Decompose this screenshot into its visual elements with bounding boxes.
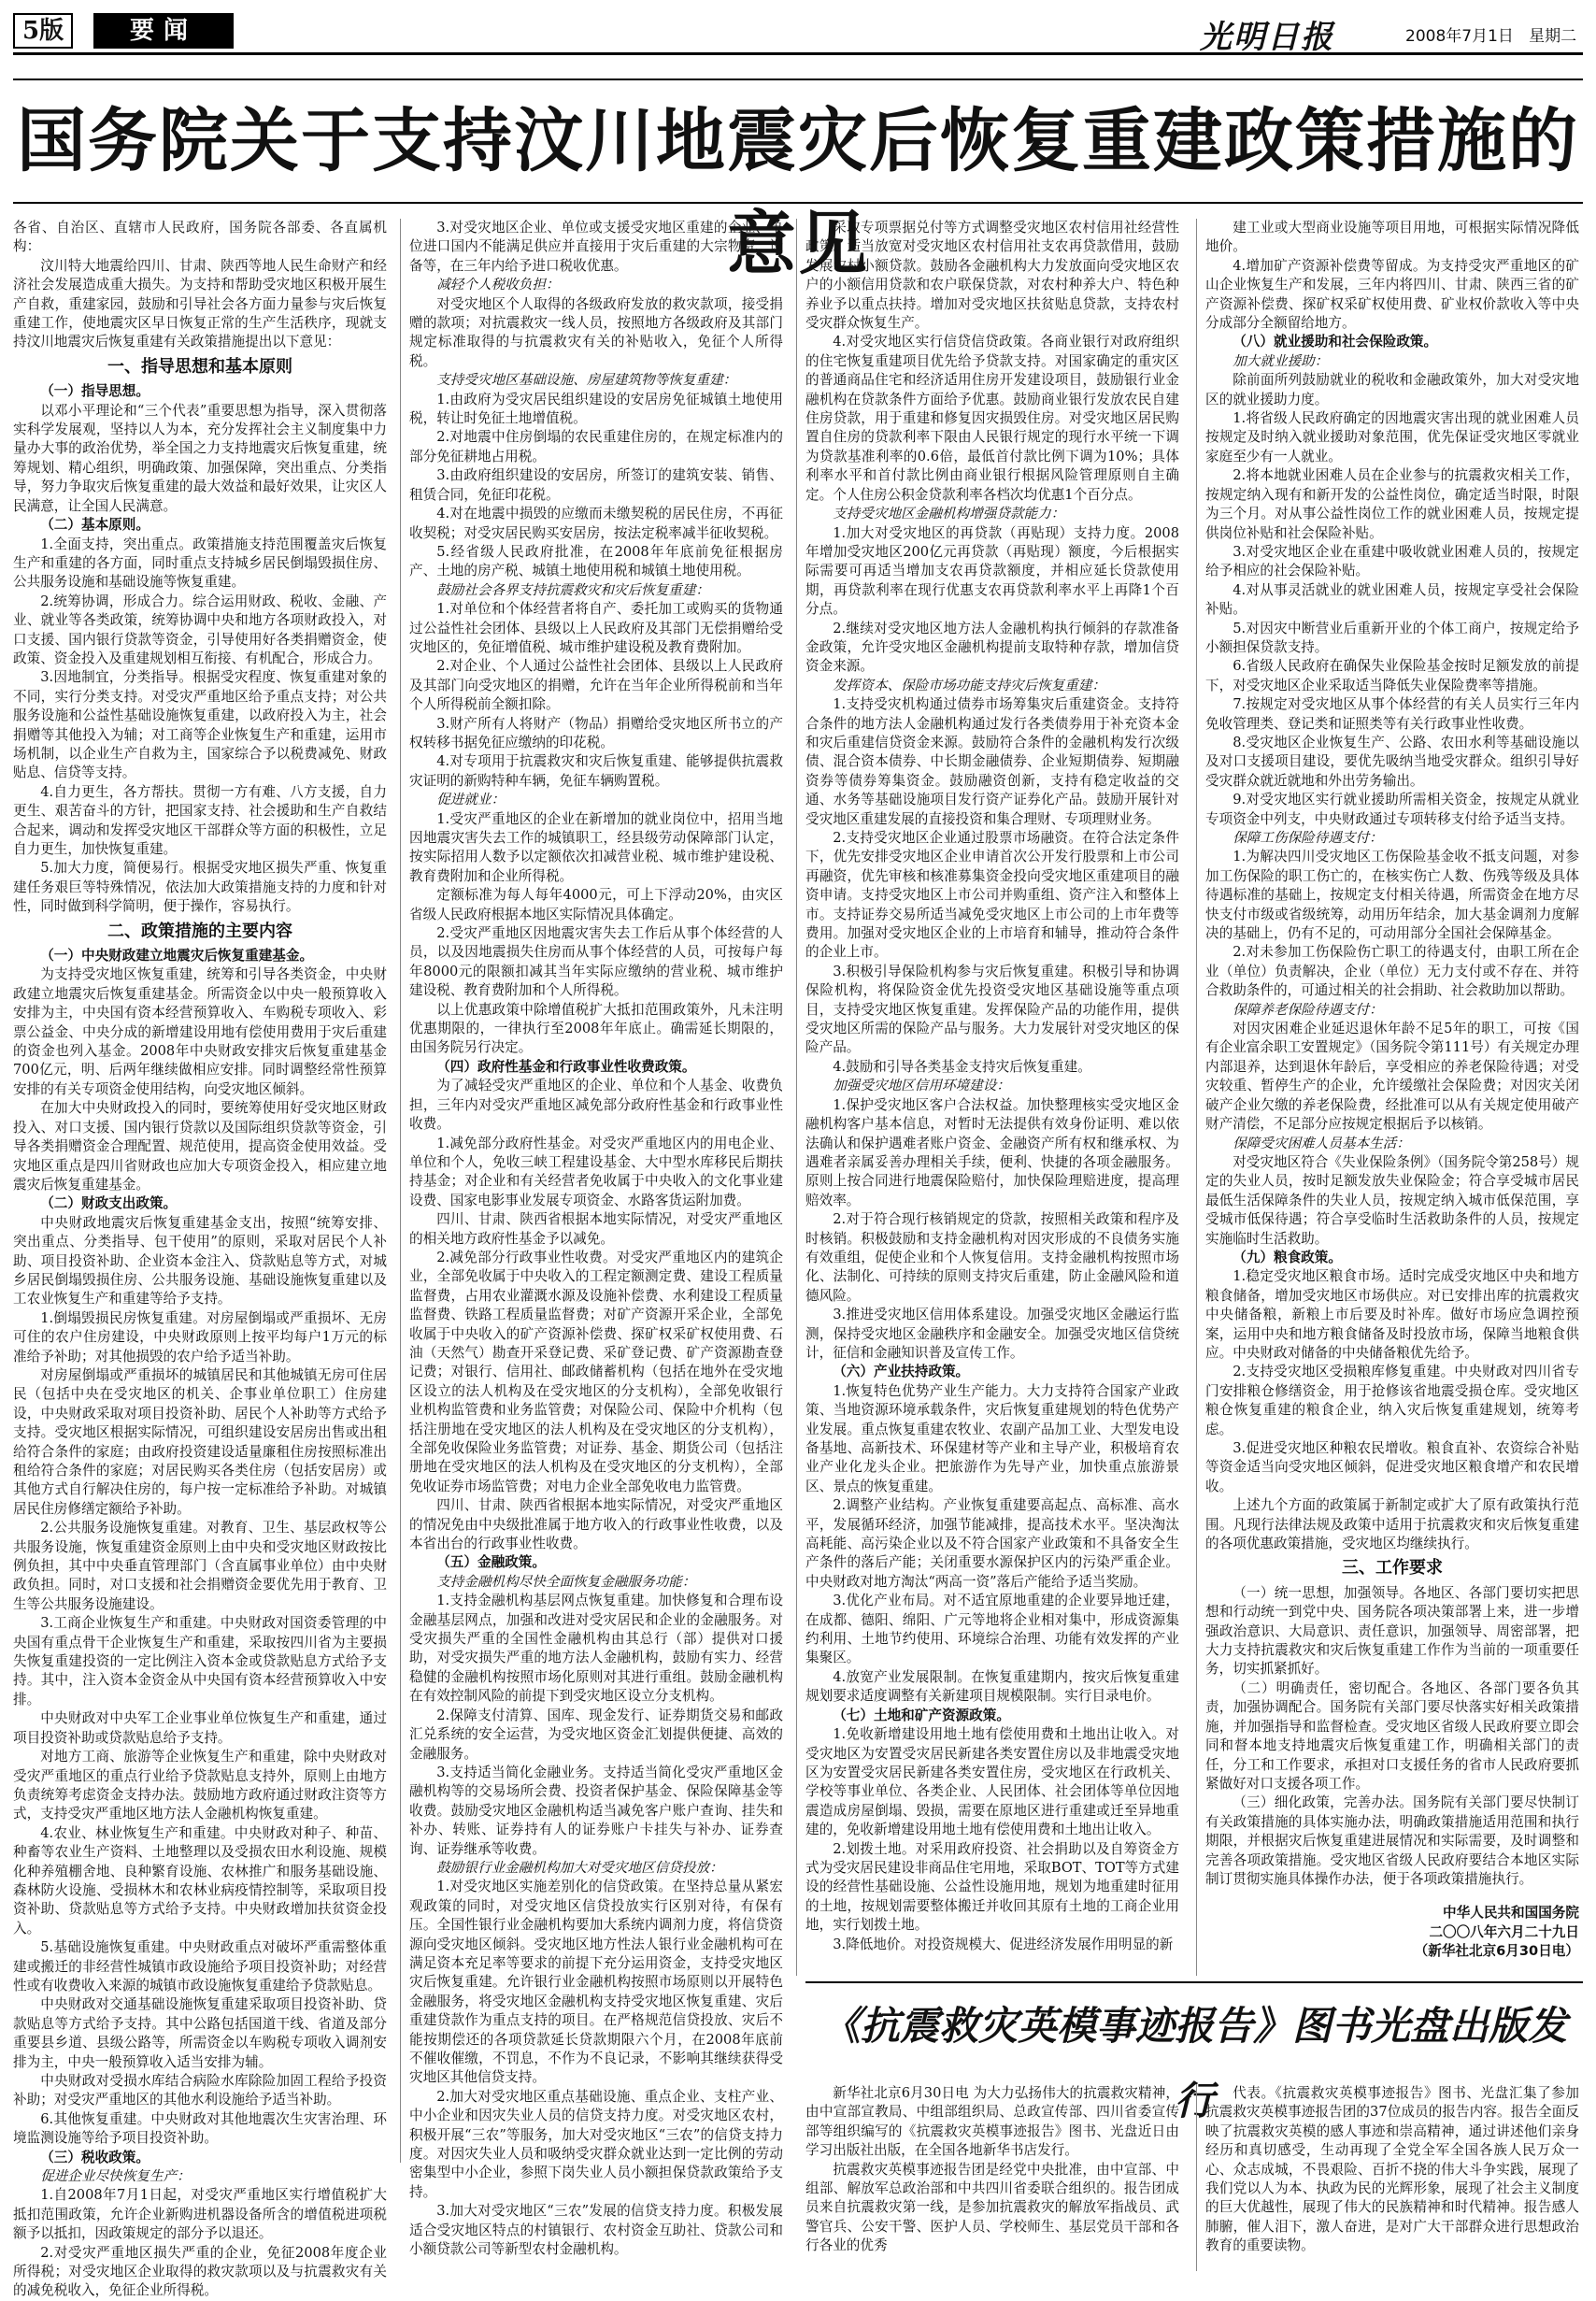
paragraph: 2.调整产业结构。产业恢复重建要高起点、高标准、高水平，发展循环经济，加强节能减排，提高技术水平。坚决淘汰高耗能、高污染企业以及不符合国家产业政策和不具备安全生产条件的落后产能；关闭重要水源保护区内的污染严重企业。中央财政对地方淘汰“两高一资”落后产能给予适当奖励。 [805,1497,1179,1590]
paragraph: 1.恢复特色优势产业生产能力。大力支持符合国家产业政策、当地资源环境承载条件，灾后恢复重建规划的特色优势产业发展。重点恢复重建农牧业、农副产品加工业、大型发电设备基地、高新技术、环保建材等产业和主导产业，积极培育农业产业化龙头企业。把旅游作为先导产业，加快重点旅游景区、景点的恢复重建。 [805,1382,1179,1494]
subsection-heading: （三）税收政策。 [40,2149,150,2165]
paragraph: 发挥资本、保险市场功能支持灾后恢复重建： [833,677,1106,693]
article-column-4 [1205,219,1579,1976]
subsection-heading: （八）就业援助和社会保险政策。 [1233,334,1438,350]
paragraph: 1.减免部分政府性基金。对受灾严重地区内的用电企业、单位和个人，免收三峡工程建设基金、大中型水库移民后期扶持基金；对企业和有关经营者免收属于中央收入的文化事业建设费、国家电影事业发展专项资金、水路客货运附加费。 [409,1135,783,1208]
section-heading: 一、指导思想和基本原则 [107,356,292,377]
paragraph: 1.将省级人民政府确定的因地震灾害出现的就业困难人员按规定及时纳入就业援助对象范围，优先保证受灾地区零就业家庭至少有一人就业。 [1205,410,1579,464]
paragraph: 加强受灾地区信用环境建设： [833,1078,1010,1094]
masthead [13,9,1583,55]
paragraph: 5.经省级人民政府批准，在2008年年底前免征根据房产、土地的房产税、城镇土地使用税和城镇土地使用税。 [409,543,783,579]
paragraph: 中央财政地震灾后恢复重建基金支出，按照“统筹安排、突出重点、分类指导、包干使用”的原则，采取对居民个人补助、项目投资补助、企业资本金注入、贷款贴息等方式，对城乡居民倒塌毁损住房、公共服务设施、基础设施恢复重建以及工农业恢复生产和重建等给予支持。 [13,1214,387,1308]
headline-top-rule [13,79,1583,80]
issue-weekday: 星期二 [1529,27,1577,46]
subsection-heading: （九）粮食政策。 [1233,1249,1342,1265]
paragraph: 4.农业、林业恢复生产和重建。中央财政对种子、种苗、种畜等农业生产资料、土地整理以及受损农田水利设施、规模化种养殖棚舍地、良种繁育设施、农林推广和服务基础设施、森林防火设施、受损林木和农林业病疫情控制等，采取项目投资补助、贷款贴息等方式给予支持。中央财政增加扶贫资金投入。 [13,1824,387,1937]
paragraph: 对房屋倒塌或严重损坏的城镇居民和其他城镇无房可住居民（包括中央在受灾地区的机关、企事业单位职工）住房建设，中央财政采取对项目投资补助、居民个人补助等方式给予支持。受灾地区根据实际情况，可组织建设安居房出售或出租给符合条件的家庭；由政府投资建设适量廉租住房按照标准出租给符合条件的家庭；对居民购买各类住房（包括安居房）或其他方式自行解决住房的，每户按一定标准给予补助。对城镇居民住房修缮定额给予补助。 [13,1366,387,1517]
newspaper-logo: 光明日报 [1200,19,1334,56]
subsection-heading: （二）基本原则。 [40,517,150,534]
paragraph: 保障工伤保险待遇支付： [1233,830,1383,846]
paragraph: 对受灾地区符合《失业保险条例》（国务院令第258号）规定的失业人员，按时足额发放失业保险金；符合享受城市居民最低生活保障条件的失业人员，按规定纳入城市低保范围，享受城市低保待遇；符合享受临时生活救助条件的人员，按规定实施临时生活救助。 [1205,1153,1579,1247]
paragraph: 1.全面支持，突出重点。政策措施支持范围覆盖灾后恢复生产和重建的各方面，同时重点支持城乡居民倒塌毁损住房、公共服务设施和基础设施等恢复重建。 [13,536,387,591]
paragraph: 8.受灾地区企业恢复生产、公路、农田水利等基础设施以及对口支援项目建设，要优先吸纳当地受灾群众。组织引导好受灾群众就近就地和外出劳务输出。 [1205,734,1579,789]
paragraph: 3.工商企业恢复生产和重建。中央财政对国资委管理的中央国有重点骨干企业恢复生产和重建，采取按四川省为主要损失恢复重建投资的一定比例注入资本金或贷款贴息方式给予支持。其中，注入资本金资金从中央国有资本经营预算收入中安排。 [13,1615,387,1708]
paragraph: 定额标准为每人每年4000元，可上下浮动20%，由灾区省级人民政府根据本地区实际情况具体确定。 [409,887,783,922]
paragraph: 4.对专项用于抗震救灾和灾后恢复重建、能够提供抗震救灾证明的新购特种车辆，免征车辆购置税。 [409,753,783,789]
paragraph: 3.对受灾地区企业在重建中吸收就业困难人员的，按规定给予相应的社会保险补贴。 [1205,543,1579,579]
paragraph: 4.增加矿产资源补偿费等留成。为支持受灾严重地区的矿山企业恢复生产和发展，三年内将四川、甘肃、陕西三省的矿产资源补偿费、探矿权采矿权使用费、矿业权价款收入等中央分成部分全额留给地方。 [1205,257,1579,332]
paragraph: 代表。《抗震救灾英模事迹报告》图书、光盘汇集了参加抗震救灾英模事迹报告团的37位成员的报告内容。报告全面反映了抗震救灾英模的感人事迹和崇高精神，通过讲述他们亲身经历和真切感受，生动再现了全党全军全国各族人民万众一心、众志成城，不畏艰险、百折不挠的伟大斗争实践，展现了我们党以人为本、执政为民的光辉形象，展现了社会主义制度的巨大优越性，展现了伟大的民族精神和时代精神。报告感人肺腑，催人泪下，激人奋进，是对广大干部群众进行思想政治教育的重要读物。 [1205,2085,1579,2254]
paragraph: 为支持受灾地区恢复重建，统筹和引导各类资金，中央财政建立地震灾后恢复重建基金。所需资金以中央一般预算收入安排为主，中央国有资本经营预算收入、车购税专项收入、彩票公益金、中央分成的新增建设用地有偿使用费用于灾后重建的资金也列入基金。2008年中央财政安排灾后恢复重建基金700亿元，明、后两年继续做相应安排。同时调整经常性预算安排的有关专项资金使用结构，向受灾地区倾斜。 [13,966,387,1097]
paragraph: 减轻个人税收负担： [436,277,560,293]
paragraph: 支持金融机构尽快全面恢复金融服务功能： [436,1573,696,1590]
paragraph: 1.保护受灾地区客户合法权益。加快整理核实受灾地区金融机构客户基本信息，对暂时无法提供有效身份证明、难以依法确认和保护遇难者账户资金、金融资产所有权和继承权、为遇难者亲属妥善办理相关手续，便利、快捷的各项金融服务。原则上按合同进行地震保险赔付，加快保险理赔进度，提高理赔效率。 [805,1096,1179,1208]
book-column-2 [1205,2084,1579,2271]
paragraph: 9.对受灾地区实行就业援助所需相关资金，按规定从就业专项资金中列支，中央财政通过专项转移支付给予适当支持。 [1205,792,1579,827]
paragraph: 2.受灾严重地区因地震灾害失去工作后从事个体经营的人员，以及因地震损失住房而从事个体经营的人员，可按每户每年8000元的限额扣减其当年实际应缴纳的营业税、城市维护建设税、教育费附加和个人所得税。 [409,925,783,999]
paragraph: 2.对受灾严重地区损失严重的企业，免征2008年度企业所得税；对受灾地区企业取得的救灾款项以及与抗震救灾有关的减免税收入，免征企业所得税。 [13,2244,387,2299]
subsection-heading: （一）中央财政建立地震灾后恢复重建基金。 [40,948,314,965]
paragraph: 除前面所列鼓励就业的税收和金融政策外，加大对受灾地区的就业援助力度。 [1205,372,1579,407]
paragraph: 抗震救灾英模事迹报告团是经党中央批准，由中宣部、中组部、解放军总政治部和中共四川省委联合组织的。报告团成员来自抗震救灾第一线，是参加抗震救灾的解放军指战员、武警官兵、公安干警、医护人员、学校师生、基层党员干部和各行各业的优秀 [805,2161,1179,2254]
book-headline: 《抗震救灾英模事迹报告》图书光盘出版发行 [820,2003,1567,2123]
paragraph: 4.自力更生，各方帮扶。贯彻一方有难、八方支援，自力更生、艰苦奋斗的方针，把国家支持、社会援助和生产自救结合起来，调动和发挥受灾地区干部群众等方面的积极性，立足自力更生，加快恢复重建。 [13,783,387,857]
paragraph: 1.由政府为受灾居民组织建设的安居房免征城镇土地使用税，转让时免征土地增值税。 [409,391,783,427]
paragraph: 2.支持受灾地区受损粮库修复重建。中央财政对四川省专门安排粮仓修缮资金，用于抢修该省地震受损仓库。受灾地区粮仓恢复重建的粮食企业，纳入灾后恢复重建规划，统筹考虑。 [1205,1364,1579,1437]
paragraph: 3.对受灾地区企业、单位或支援受灾地区重建的企业、单位进口国内不能满足供应并直接用于灾后重建的大宗物资、设备等，在三年内给予进口税收优惠。 [409,220,783,274]
paragraph: 1.为解决四川受灾地区工伤保险基金收不抵支问题，对参加工伤保险的职工伤亡的，在核实伤亡人数、伤残等级及具体待遇标准的基础上，按规定支付相关待遇，所需资金在地方尽快支付市级或省级统筹，动用历年结余，加大基金调剂力度解决的基础上，仍有不足的，可动用部分全国社会保障基金。 [1205,849,1579,942]
paragraph: 以邓小平理论和“三个代表”重要思想为指导，深入贯彻落实科学发展观，坚持以人为本，充分发挥社会主义制度集中力量办大事的政治优势，举全国之力支持地震灾后恢复重建，统筹规划、精心组织，明确政策、加强保障，突出重点、分类指导，努力争取灾后恢复重建的最大效益和最好效果，让灾区人民满意，让全国人民满意。 [13,402,387,514]
column-divider [1196,219,1197,1976]
paragraph: （一）统一思想，加强领导。各地区、各部门要切实把思想和行动统一到党中央、国务院各项决策部署上来，进一步增强政治意识、大局意识、责任意识，加强领导、周密部署，把大力支持抗震救灾和灾后恢复重建工作作为当前的一项重要任务，切实抓紧抓好。 [1205,1584,1579,1678]
subsection-heading: （五）金融政策。 [436,1554,546,1571]
paragraph: 四川、甘肃、陕西省根据本地实际情况，对受灾严重地区的相关地方政府性基金予以减免。 [409,1211,783,1247]
paragraph: 3.促进受灾地区种粮农民增收。粮食直补、农资综合补贴等资金适当向受灾地区倾斜，促进受灾地区粮食增产和农民增收。 [1205,1440,1579,1494]
paragraph: 4.对在地震中损毁的应缴而未缴契税的居民住房，不再征收契税；对受灾居民购买安居房，按法定税率减半征收契税。 [409,506,783,541]
page-headline: 国务院关于支持汶川地震灾后恢复重建政策措施的意见 [17,101,1579,284]
article-column-1 [13,219,387,2299]
paragraph: 3.由政府组织建设的安居房，所签订的建筑安装、销售、租赁合同，免征印花税。 [409,467,783,503]
article-column-3 [805,219,1179,1976]
article-column-2 [409,219,783,2258]
paragraph: 对地方工商、旅游等企业恢复生产和重建，除中央财政对受灾严重地区的重点行业给予贷款贴息支持外，原则上由地方负责统筹考虑资金支持办法。鼓励地方政府通过财政注资等方式，支持受灾严重地区地方法人金融机构恢复重建。 [13,1749,387,1822]
signature-date: 二〇〇八年六月二十九日 [1429,1923,1579,1940]
issue-date [1405,22,1576,46]
paragraph: 建工业或大型商业设施等项目用地，可根据实际情况降低地价。 [1205,220,1579,255]
paragraph: 上述九个方面的政策属于新制定或扩大了原有政策执行范围。凡现行法律法规及政策中适用于抗震救灾和灾后恢复重建的各项优惠政策措施，受灾地区均继续执行。 [1205,1497,1579,1552]
subsection-heading: （一）指导思想。 [40,383,150,400]
section-label: 要闻 [93,13,234,49]
paragraph: 汶川特大地震给四川、甘肃、陕西等地人民生命财产和经济社会发展造成重大损失。为支持和帮助受灾地区积极开展生产自救，重建家园，鼓励和引导社会各方面力量参与灾后恢复重建工作，使地震灾区早日恢复正常的生产生活秩序，现就支持汶川地震灾后恢复重建有关政策措施提出以下意见： [13,257,387,350]
paragraph: 各省、自治区、直辖市人民政府，国务院各部委、各直属机构： [13,220,387,255]
paragraph: 以上优惠政策中除增值税扩大抵扣范围政策外，凡未注明优惠期限的，一律执行至2008年年底止。确需延长期限的，由国务院另行决定。 [409,1001,783,1056]
paragraph: 5.对因灾中断营业后重新开业的个体工商户，按规定给予小额担保贷款支持。 [1205,620,1579,655]
paragraph: 1.支持受灾机构通过债券市场筹集灾后重建资金。支持符合条件的地方法人金融机构通过发行各类债券用于补充资本金和灾后重建信贷资金来源。鼓励符合条件的金融机构发行次级债、混合资本债券、中长期金融债券、企业短期债券、短期融资券等债券筹集资金。鼓励融资创新，支持有稳定收益的交通、水务等基础设施项目发行资产证券化产品。鼓励开展针对受灾地区重建发展的直接投资和集合理财、专项理财业务。 [805,696,1179,827]
page-number: 5版 [13,13,73,49]
column-divider [796,219,797,1976]
column-divider [400,219,401,2163]
paragraph: 支持受灾地区金融机构增强贷款能力： [833,506,1065,522]
signature-org: 中华人民共和国国务院 [1443,1905,1579,1922]
paragraph: 1.倒塌毁损民房恢复重建。对房屋倒塌或严重损坏、无房可住的农户住房建设，中央财政原则上按平均每户1万元的标准给予补助；对其他损毁的农户给予适当补助。 [13,1309,387,1365]
paragraph: 4.对受灾地区实行信贷信贷政策。各商业银行对政府组织的住宅恢复重建项目优先给予贷款支持。对国家确定的重灾区的普通商品住宅和经济适用住房开发建设项目，鼓励银行业金融机构在贷款条件方面给予优惠。鼓励商业银行发放农民自建住房贷款，用于重建和修复因灾损毁住房。对受灾地区居民购置自住房的贷款利率下限由人民银行规定的现行水平统一下调为贷款基准利率的0.6倍，最低首付款比例下调为10%；具体利率水平和首付款比例由商业银行根据风险管理原则自主确定。个人住房公积金贷款利率各档次均优惠1个百分点。 [805,334,1179,503]
paragraph: 中央财政对受损水库结合病险水库除险加固工程给予投资补助；对受灾严重地区的其他水利设施给予适当补助。 [13,2073,387,2108]
paragraph: 对受灾地区个人取得的各级政府发放的救灾款项，接受捐赠的款项；对抗震救灾一线人员，按照地方各级政府及其部门规定标准取得的与抗震救灾有关的补贴收入，免征个人所得税。 [409,295,783,369]
paragraph: 7.按规定对受灾地区从事个体经营的有关人员实行三年内免收管理类、登记类和证照类等有关行政事业性收费。 [1205,696,1579,732]
paragraph: 保障受灾困难人员基本生活： [1233,1135,1410,1151]
paragraph: 1.自2008年7月1日起，对受灾严重地区实行增值税扩大抵扣范围政策，允许企业新购进机器设备所含的增值税进项税额予以抵扣，因政策规定的部分予以退还。 [13,2187,387,2242]
paragraph: 2.支持受灾地区企业通过股票市场融资。在符合法定条件下，优先安排受灾地区企业申请首次公开发行股票和上市公司再融资，优先审核和核准募集资金投向受灾地区重建项目的融资申请。支持受灾地区上市公司并购重组、资产注入和整体上市。支持证券交易所适当减免受灾地区上市公司的上市年费等费用。加强对受灾地区企业的上市培育和辅导，推动符合条件的企业上市。 [805,830,1179,961]
book-column-1 [805,2084,1179,2271]
paragraph: 1.受灾严重地区的企业在新增加的就业岗位中，招用当地因地震灾害失去工作的城镇职工，经县级劳动保障部门认定，按实际招用人数予以定额依次扣减营业税、城市维护建设税、教育费附加和企业所得税。 [409,810,783,884]
paragraph: 6.其他恢复重建。中央财政对其他地震次生灾害治理、环境监测设施等给予项目投资补助。 [13,2110,387,2147]
paragraph: 2.保障支付清算、国库、现金发行、证券期货交易和邮政汇兑系统的安全运营，为受灾地区资金汇划提供便捷、高效的金融服务。 [409,1707,783,1762]
paragraph: 2.减免部分行政事业性收费。对受灾严重地区内的建筑企业，全部免收属于中央收入的工程定额测定费、建设工程质量监督费，占用农业灌溉水源及设施补偿费、水利建设工程质量监督费、铁路工程质量监督费；对矿产资源开采企业，全部免收属于中央收入的矿产资源补偿费、探矿权采矿权使用费、石油（天然气）勘查开采登记费、采矿登记费、矿产资源勘查登记费；对银行、信用社、邮政储蓄机构（包括在地外在受灾地区设立的法人机构及在受灾地区的分支机构），全部免收银行业机构监管费和业务监管费；对保险公司、保险中介机构（包括注册地在受灾地区的法人机构及在受灾地区的分支机构），全部免收保险业务监管费；对证券、基金、期货公司（包括注册地在受灾地区的法人机构及在受灾地区的分支机构），全部免收证券市场监管费；对电力企业全部免收电力监管费。 [409,1249,783,1494]
paragraph: 5.基础设施恢复重建。中央财政重点对破坏严重需整体重建或搬迁的非经营性城镇市政设施给予项目投资补助；对经营性或有收费收入来源的城镇市政设施恢复重建给予贷款贴息。 [13,1939,387,1994]
paragraph: 4.对从事灵活就业的就业困难人员，按规定享受社会保险补贴。 [1205,581,1579,618]
paragraph: 对因灾困难企业延迟退休年龄不足5年的职工，可按《国有企业富余职工安置规定》（国务院令第111号）有关规定办理内部退养，达到退休年龄后，享受相应的养老保险待遇；对受灾较重、暂停生产的企业，允许缓缴社会保险费；对因灾关闭破产企业欠缴的养老保险费，经批准可以从有关规定使用破产财产清偿，不足部分应按规定根据后予以核销。 [1205,1021,1579,1133]
paragraph: 3.降低地价。对投资规模大、促进经济发展作用明显的新 [833,1936,1174,1952]
section-heading: 二、政策措施的主要内容 [107,921,292,941]
paragraph: 3.加大对受灾地区“三农”发展的信贷支持力度。积极发展适合受灾地区特点的村镇银行、农村资金互助社、贷款公司和小额贷款公司等新型农村金融机构。 [409,2203,783,2258]
paragraph: 3.因地制宜，分类指导。根据受灾程度、恢复重建对象的不同，实行分类支持。对受灾严重地区给予重点支持；对公共服务设施和公益性基础设施恢复重建，以政府投入为主，社会捐赠等其他投入为辅；对工商等企业恢复生产和重建，运用市场机制，以企业生产自救为主，国家综合予以税费减免、财政贴息、信贷等支持。 [13,669,387,781]
paragraph: 3.优化产业布局。对不适宜原地重建的企业要异地迁建，在成都、德阳、绵阳、广元等地将企业相对集中，形成资源集约利用、土地节约使用、环境综合治理、功能有效发挥的产业集聚区。 [805,1593,1179,1666]
paragraph: 中央财政对交通基础设施恢复重建采取项目投资补助、贷款贴息等方式给予支持。其中公路包括国道干线、省道及部分重要县乡道、县级公路等，所需资金以车购税专项收入调剂安排为主，中央一般预算收入适当安排为辅。 [13,1996,387,2070]
subsection-heading: （七）土地和矿产资源政策。 [833,1707,1010,1723]
paragraph: 1.对受灾地区实施差别化的信贷政策。在坚持总量从紧宏观政策的同时，对受灾地区信贷投放实行区别对待，有保有压。全国性银行业金融机构要加大系统内调剂力度，将信贷资源向受灾地区倾斜。受灾地区地方性法人银行业金融机构可在满足资本充足率等要求的前提下充分运用资金，支持受灾地区灾后恢复重建。允许银行业金融机构按照市场原则以开展特色金融服务，将受灾地区金融机构支持受灾地区恢复重建、灾后重建贷款作为重点支持的项目。在严格规范信贷投放、灾后不能按期偿还的各项贷款延长贷款期限六个月，在2008年底前不催收催缴，不罚息，不作为不良记录，不影响其继续获得受灾地区其他信贷支持。 [409,1879,783,2086]
paragraph: （三）细化政策，完善办法。国务院有关部门要尽快制订有关政策措施的具体实施办法，明确政策措施适用范围和执行期限，并根据灾后恢复重建进展情况和实际需要，及时调整和完善各项政策措施。受灾地区省级人民政府要结合本地区实际制订贯彻实施具体操作办法，便于各项政策措施执行。 [1205,1794,1579,1887]
section-heading: 三、工作要求 [1342,1558,1443,1579]
subsection-heading: （四）政府性基金和行政事业性收费政策。 [436,1058,696,1075]
column-divider [1196,2084,1197,2271]
paragraph: 2.对企业、个人通过公益性社会团体、县级以上人民政府及其部门向受灾地区的捐赠，允许在当年企业所得税前和当年个人所得税前全额扣除。 [409,658,783,713]
paragraph: 促进就业： [436,792,506,808]
headline-bottom-rule [13,202,1583,204]
subsection-heading: （六）产业扶持政策。 [833,1364,970,1380]
paragraph: 3.积极引导保险机构参与灾后恢复重建。积极引导和协调保险机构，将保险资金优先投资受灾地区基础设施等重点项目，支持受灾地区恢复重建。发挥保险产品的功能作用，提供受灾地区所需的保险产品与服务。大力发展针对受灾地区的保险产品。 [805,963,1179,1056]
paragraph: 为了减轻受灾严重地区的企业、单位和个人基金、收费负担，三年内对受灾严重地区减免部分政府性基金和行政事业性收费。 [409,1078,783,1133]
paragraph: 5.加大力度，简便易行。根据受灾地区损失严重、恢复重建任务艰巨等特殊情况，依法加大政策措施支持的力度和针对性，同时做到科学简明，便于操作，容易执行。 [13,860,387,915]
paragraph: 6.省级人民政府在确保失业保险基金按时足额发放的前提下，对受灾地区企业采取适当降低失业保险费率等措施。 [1205,658,1579,693]
paragraph: 鼓励社会各界支持抗震救灾和灾后恢复重建： [436,581,710,598]
signature-block [1205,1904,1579,1961]
paragraph: 支持受灾地区基础设施、房屋建筑物等恢复重建： [436,372,737,389]
paragraph: 1.加大对受灾地区的再贷款（再贴现）支持力度。2008年增加受灾地区200亿元再贷款（再贴现）额度，今后根据实际需要可再适当增加支农再贷款额度，并相应延长贷款使用期，再贷款利率在现行优惠支农再贷款利率水平上再降1个百分点。 [805,524,1179,618]
paragraph: 四川、甘肃、陕西省根据本地实际情况，对受灾严重地区的情况免由中央级批准属于地方收入的行政事业性收费，以及本省出台的行政事业性收费。 [409,1497,783,1552]
paragraph: 1.支持金融机构基层网点恢复重建。加快修复和合理布设金融基层网点，加强和改进对受灾居民和企业的金融服务。对受灾损失严重的全国性金融机构由其总行（部）提供对口援助，对受灾损失严重的地方法人金融机构，鼓励有实力、经营稳健的金融机构按照市场化原则对其进行重组。鼓励金融机构在有效控制风险的前提下到受灾地区设立分支机构。 [409,1593,783,1705]
subsection-heading: （二）财政支出政策。 [40,1195,178,1212]
paragraph: 2.继续对受灾地区地方法人金融机构执行倾斜的存款准备金政策，允许受灾地区金融机构提前支取特种存款，增加信贷资金来源。 [805,620,1179,675]
paragraph: 2.公共服务设施恢复重建。对教育、卫生、基层政权等公共服务设施，恢复重建资金原则上由中央和受灾地区财政按比例负担，其中中央垂直管理部门（含直属事业单位）由中央财政负担。同时，对口支援和社会捐赠资金要优先用于教育、卫生等公共服务设施建设。 [13,1520,387,1612]
paragraph: 加大就业援助： [1233,352,1329,369]
signature-note: （新华社北京6月30日电） [1414,1943,1579,1960]
paragraph: 2.对未参加工伤保险伤亡职工的待遇支付，由职工所在企业（单位）负责解决，企业（单位）无力支付或不存在、并符合救助条件的，可通过相关的社会捐助、社会救助加以帮助。 [1205,944,1579,999]
paragraph: 1.对单位和个体经营者将自产、委托加工或购买的货物通过公益性社会团体、县级以上人民政府及其部门无偿捐赠给受灾地区的，免征增值税、城市维护建设税及教育费附加。 [409,601,783,655]
paragraph: （二）明确责任，密切配合。各地区、各部门要各负其责，加强协调配合。国务院有关部门要尽快落实好相关政策措施，并加强指导和监督检查。受灾地区省级人民政府要立即会同和督本地支持地震灾后恢复重建工作，明确相关部门的责任，分工和工作要求，承担对口支援任务的省市人民政府要抓紧做好对口支援各项工作。 [1205,1679,1579,1792]
paragraph: 2.划拨土地。对采用政府投资、社会捐助以及自筹资金方式为受灾居民建设非商品住宅用地，采取BOT、TOT等方式建设的经营性基础设施、公益性设施用地，规划为地重建时征用的土地，按规划需要整体搬迁并收回其原有土地的工商企业用地，实行划拨土地。 [805,1840,1179,1934]
paragraph: 2.统筹协调，形成合力。综合运用财政、税收、金融、产业、就业等各类政策，统筹协调中央和地方各项财政投入，对口支援、国内银行贷款等资金，引导使用好各类捐赠资金，使政策、资金投入及重建规划相互衔接、有机配合，形成合力。 [13,593,387,666]
paragraph: 4.放宽产业发展限制。在恢复重建期内，按灾后恢复重建规划要求适度调整有关新建项目规模限制。实行目录电价。 [805,1668,1179,1705]
paragraph: 1.稳定受灾地区粮食市场。适时完成受灾地区中央和地方粮食储备，增加受灾地区市场供应。对已安排出库的抗震救灾中央储备粮，新粮上市后要及时补库。做好市场应急调控预案，运用中央和地方粮食储备及时投放市场，保障当地粮食供应。中央财政对储备的中央储备粮优先给予。 [1205,1268,1579,1361]
paragraph: 2.加大对受灾地区重点基础设施、重点企业、支柱产业、中小企业和因灾失业人员的信贷支持力度。对受灾地区农村，积极开展“三农”等服务，加大对受灾地区“三农”的信贷支持力度。对因灾失业人员和吸纳受灾群众就业达到一定比例的劳动密集型中小企业，参照下岗失业人员小额担保贷款政策给予支持。 [409,2088,783,2200]
paragraph: 保障养老保险待遇支付： [1233,1001,1383,1018]
paragraph: 3.推进受灾地区信用体系建设。加强受灾地区金融运行监测，保持受灾地区金融秩序和金融安全。加强受灾地区信贷统计，征信和金融知识普及宣传工作。 [805,1307,1179,1361]
paragraph: 3.财产所有人将财产（物品）捐赠给受灾地区所书立的产权转移书据免征应缴纳的印花税。 [409,715,783,750]
paragraph: 2.将本地就业困难人员在企业参与的抗震救灾相关工作，按规定纳入现有和新开发的公益性岗位，确定适当时限，时限为三个月。对从事公益性岗位工作的就业困难人员，按规定提供岗位补贴和社会保险补贴。 [1205,467,1579,541]
paragraph: 2.对地震中住房倒塌的农民重建住房的，在规定标准内的部分免征耕地占用税。 [409,429,783,464]
book-section-rule [805,1981,1583,1983]
paragraph: 鼓励银行业金融机构加大对受灾地区信贷投放： [436,1859,723,1876]
paragraph: 中央财政对中央军工企业事业单位恢复生产和重建，通过项目投资补助或贷款贴息给予支持。 [13,1710,387,1746]
paragraph: 新华社北京6月30日电 为大力弘扬伟大的抗震救灾精神，由中宣部宣教局、中组部组织局、总政宣传部、四川省委宣传部等组织编写的《抗震救灾英模事迹报告》图书、光盘近日由学习出版社出版，在全国各地新华书店发行。 [805,2085,1179,2159]
paragraph: 2.对于符合现行核销规定的贷款，按照相关政策和程序及时核销。积极鼓励和支持金融机构对因灾形成的不良债务实施有效重组，促使企业和个人恢复信用。支持金融机构按照市场化、法制化、可持续的原则支持灾后重建，防止金融风险和道德风险。 [805,1211,1179,1304]
issue-date-text: 2008年7月1日 [1405,27,1514,46]
paragraph: 采取专项票据兑付等方式调整受灾地区农村信用社经营性政策。适当放宽对受灾地区农村信用社支农再贷款借用，鼓励发展农村小额贷款。鼓励各金融机构大力发放面向受灾地区农户的小额信用贷款和农户联保贷款，对农村种养大户、特色种养业予以重点扶持。增加对受灾地区扶贫贴息贷款，支持农村受灾群众恢复生产。 [805,220,1179,332]
paragraph: 1.免收新增建设用地土地有偿使用费和土地出让收入。对受灾地区为安置受灾居民新建各类安置住房以及非地震受灾地区为安置受灾居民新建各类安置住房，受灾地区在行政机关、学校等事业单位、各类企业、人民团体、社会团体等单位因地震造成房屋倒塌、毁损，需要在原地区进行重建或迁至异地重建的，免收新增建设用地土地有偿使用费和土地出让收入。 [805,1726,1179,1838]
paragraph: 3.支持适当简化金融业务。支持适当简化受灾严重地区金融机构等的交易场所会费、投资者保护基金、保险保障基金等收费。鼓励受灾地区金融机构适当减免客户账户查询、挂失和补办、转账、证券持有人的证券账户卡挂失与补办、证券查询、证券继承等收费。 [409,1764,783,1857]
paragraph: 4.鼓励和引导各类基金支持灾后恢复重建。 [833,1058,1091,1075]
paragraph: 在加大中央财政投入的同时，要统筹使用好受灾地区财政投入、对口支援、国内银行贷款以及国际组织贷款等资金，引导各类捐赠资金合理配置、规范使用，提高资金使用效益。受灾地区重点是四川省财政也应加大专项资金投入，相应建立地震灾后恢复重建基金。 [13,1100,387,1193]
paragraph: 促进企业尽快恢复生产： [40,2168,191,2185]
